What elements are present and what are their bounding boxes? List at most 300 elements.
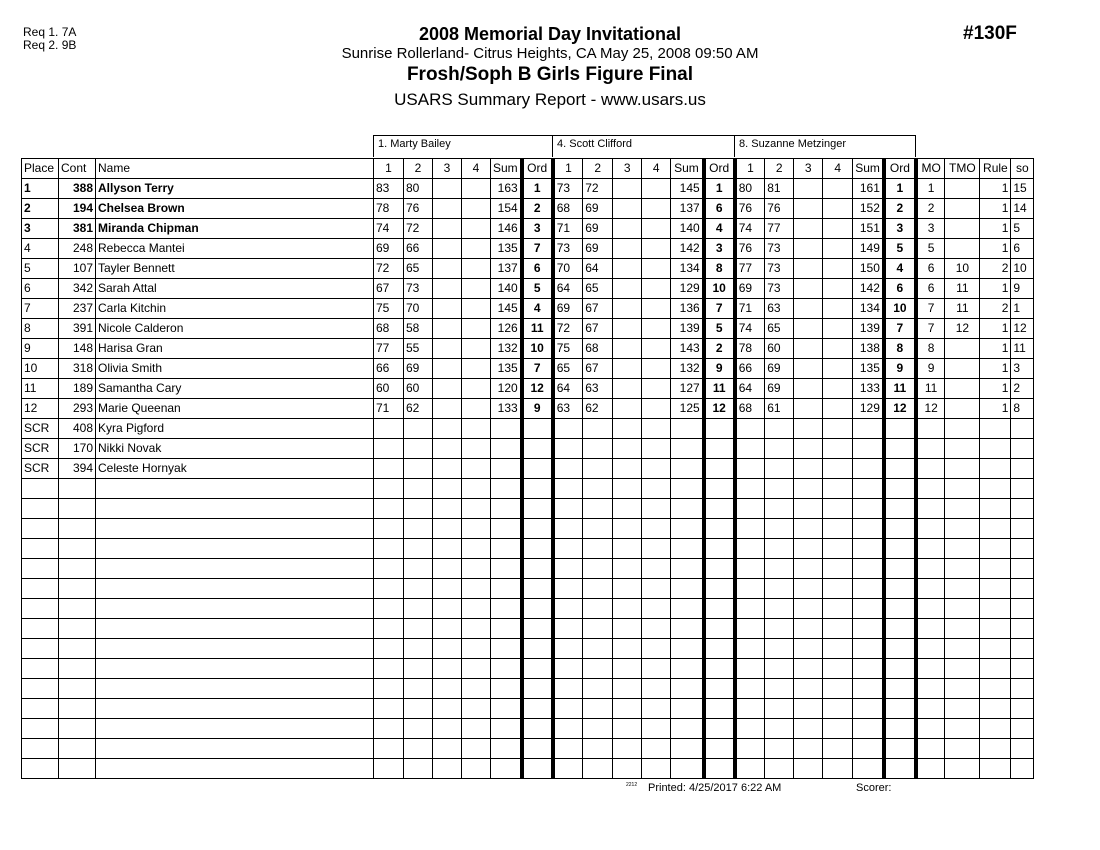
blank-row [22, 659, 1034, 679]
empty-cell [553, 619, 583, 639]
empty-cell [884, 639, 916, 659]
tmo-cell [945, 199, 980, 219]
judge-ordinal-cell: 7 [522, 359, 553, 379]
empty-cell [553, 659, 583, 679]
so-cell: 5 [1011, 219, 1034, 239]
judge-sum-cell [491, 439, 522, 459]
majority-cell: 6 [916, 259, 945, 279]
judge-score-cell: 69 [583, 219, 613, 239]
name-cell: Nicole Calderon [96, 319, 374, 339]
judge-sum-cell: 129 [671, 279, 704, 299]
empty-cell [765, 719, 794, 739]
judge-score-cell: 76 [735, 239, 765, 259]
judge-score-cell [404, 459, 433, 479]
empty-cell [553, 719, 583, 739]
empty-cell [96, 719, 374, 739]
judge-score-cell: 69 [735, 279, 765, 299]
empty-cell [642, 559, 671, 579]
empty-cell [96, 579, 374, 599]
empty-cell [522, 759, 553, 779]
contestant-number-cell: 388 [59, 179, 96, 199]
judge-score-cell: 65 [553, 359, 583, 379]
majority-cell: 1 [916, 179, 945, 199]
empty-cell [96, 659, 374, 679]
name-cell: Marie Queenan [96, 399, 374, 419]
place-cell: 6 [22, 279, 59, 299]
empty-cell [884, 479, 916, 499]
majority-cell: 3 [916, 219, 945, 239]
empty-cell [916, 599, 945, 619]
table-row [22, 399, 1034, 419]
majority-cell: 7 [916, 299, 945, 319]
judge-ordinal-cell: 1 [884, 179, 916, 199]
place-cell: 3 [22, 219, 59, 239]
judge-score-cell [794, 439, 823, 459]
empty-cell [735, 619, 765, 639]
judge-ordinal-cell: 4 [884, 259, 916, 279]
empty-cell [853, 679, 884, 699]
judge-ordinal-cell: 8 [884, 339, 916, 359]
empty-cell [491, 639, 522, 659]
judge-sum-cell: 133 [491, 399, 522, 419]
judge-score-cell: 61 [765, 399, 794, 419]
judge-score-cell [433, 199, 462, 219]
empty-cell [704, 579, 735, 599]
judge-ordinal-cell: 12 [522, 379, 553, 399]
column-header: so [1011, 159, 1034, 179]
empty-cell [583, 699, 613, 719]
empty-cell [522, 659, 553, 679]
empty-cell [642, 679, 671, 699]
empty-cell [916, 659, 945, 679]
rule-cell: 1 [980, 239, 1011, 259]
column-header: 3 [433, 159, 462, 179]
judge-2-name: 4. Scott Clifford [552, 135, 735, 157]
empty-cell [462, 659, 491, 679]
empty-cell [765, 599, 794, 619]
empty-cell [980, 559, 1011, 579]
judge-score-cell [553, 439, 583, 459]
empty-cell [735, 699, 765, 719]
judge-score-cell [433, 379, 462, 399]
empty-cell [794, 739, 823, 759]
empty-cell [22, 719, 59, 739]
empty-cell [374, 759, 404, 779]
empty-cell [671, 719, 704, 739]
judge-ordinal-cell: 9 [884, 359, 916, 379]
judge-ordinal-cell: 11 [522, 319, 553, 339]
rule-cell [980, 419, 1011, 439]
empty-cell [765, 759, 794, 779]
judge-score-cell: 66 [735, 359, 765, 379]
empty-cell [853, 559, 884, 579]
blank-row [22, 599, 1034, 619]
empty-cell [22, 619, 59, 639]
empty-cell [613, 679, 642, 699]
empty-cell [522, 619, 553, 639]
empty-cell [916, 479, 945, 499]
column-header: Name [96, 159, 374, 179]
empty-cell [823, 719, 853, 739]
judge-score-cell [583, 419, 613, 439]
empty-cell [853, 699, 884, 719]
empty-cell [553, 519, 583, 539]
empty-cell [96, 559, 374, 579]
empty-cell [794, 579, 823, 599]
judge-sum-cell [853, 439, 884, 459]
empty-cell [916, 619, 945, 639]
empty-cell [553, 559, 583, 579]
empty-cell [613, 599, 642, 619]
judge-score-cell [642, 359, 671, 379]
empty-cell [1011, 719, 1034, 739]
empty-cell [433, 639, 462, 659]
judge-sum-cell: 136 [671, 299, 704, 319]
judge-score-cell [794, 299, 823, 319]
empty-cell [980, 579, 1011, 599]
column-header: 4 [462, 159, 491, 179]
empty-cell [22, 599, 59, 619]
judge-sum-cell [671, 439, 704, 459]
judge-score-cell [433, 459, 462, 479]
judge-score-cell [794, 199, 823, 219]
empty-cell [853, 579, 884, 599]
empty-cell [433, 619, 462, 639]
judge-sum-cell: 137 [671, 199, 704, 219]
empty-cell [59, 639, 96, 659]
judge-score-cell: 55 [404, 339, 433, 359]
empty-cell [823, 699, 853, 719]
rule-cell: 2 [980, 299, 1011, 319]
judge-score-cell [642, 219, 671, 239]
event-title: Frosh/Soph B Girls Figure Final [406, 64, 694, 85]
judge-score-cell [794, 279, 823, 299]
empty-cell [583, 499, 613, 519]
empty-cell [553, 639, 583, 659]
judge-score-cell: 73 [404, 279, 433, 299]
empty-cell [884, 679, 916, 699]
place-cell: SCR [22, 419, 59, 439]
judge-score-cell: 83 [374, 179, 404, 199]
tmo-cell [945, 459, 980, 479]
empty-cell [765, 679, 794, 699]
judge-score-cell [613, 419, 642, 439]
judge-ordinal-cell: 5 [522, 279, 553, 299]
judge-sum-cell [671, 459, 704, 479]
empty-cell [735, 539, 765, 559]
empty-cell [884, 739, 916, 759]
judge-sum-cell: 146 [491, 219, 522, 239]
judge-ordinal-cell [884, 419, 916, 439]
empty-cell [553, 599, 583, 619]
empty-cell [22, 499, 59, 519]
judge-score-cell [433, 279, 462, 299]
empty-cell [491, 499, 522, 519]
empty-cell [642, 699, 671, 719]
judge-score-cell: 73 [553, 179, 583, 199]
judge-score-cell [765, 439, 794, 459]
judge-sum-cell [491, 419, 522, 439]
empty-cell [522, 519, 553, 539]
so-cell: 3 [1011, 359, 1034, 379]
column-header: TMO [945, 159, 980, 179]
judge-ordinal-cell: 3 [884, 219, 916, 239]
contestant-number-cell: 107 [59, 259, 96, 279]
judge-ordinal-cell: 5 [704, 319, 735, 339]
so-cell: 10 [1011, 259, 1034, 279]
name-cell: Sarah Attal [96, 279, 374, 299]
empty-cell [583, 619, 613, 639]
empty-cell [980, 599, 1011, 619]
empty-cell [916, 759, 945, 779]
column-header: Ord [522, 159, 553, 179]
majority-cell: 7 [916, 319, 945, 339]
judge-score-cell: 69 [553, 299, 583, 319]
judge-score-cell: 80 [735, 179, 765, 199]
majority-cell [916, 439, 945, 459]
rule-cell [980, 439, 1011, 459]
empty-cell [491, 739, 522, 759]
judge-ordinal-cell: 10 [522, 339, 553, 359]
empty-cell [945, 559, 980, 579]
judge-sum-cell: 140 [671, 219, 704, 239]
place-cell: 9 [22, 339, 59, 359]
judge-score-cell [642, 439, 671, 459]
empty-cell [884, 559, 916, 579]
majority-cell [916, 419, 945, 439]
judge-score-cell [613, 399, 642, 419]
judge-score-cell: 74 [735, 219, 765, 239]
empty-cell [980, 699, 1011, 719]
empty-cell [823, 739, 853, 759]
judge-score-cell: 76 [404, 199, 433, 219]
empty-cell [433, 599, 462, 619]
empty-cell [794, 639, 823, 659]
name-cell: Tayler Bennett [96, 259, 374, 279]
judge-score-cell: 74 [374, 219, 404, 239]
judge-score-cell: 64 [735, 379, 765, 399]
empty-cell [1011, 599, 1034, 619]
empty-cell [583, 579, 613, 599]
empty-cell [735, 659, 765, 679]
empty-cell [22, 579, 59, 599]
empty-cell [765, 539, 794, 559]
judge-score-cell: 73 [765, 279, 794, 299]
empty-cell [583, 739, 613, 759]
judge-score-cell [823, 419, 853, 439]
empty-cell [433, 499, 462, 519]
empty-cell [22, 519, 59, 539]
judge-score-cell [613, 199, 642, 219]
requirement-1: Req 1. 7A [23, 25, 77, 39]
judge-3-name: 8. Suzanne Metzinger [734, 135, 916, 157]
so-cell: 6 [1011, 239, 1034, 259]
place-cell: 5 [22, 259, 59, 279]
judge-score-cell: 68 [553, 199, 583, 219]
column-header: 1 [374, 159, 404, 179]
judge-sum-cell [491, 459, 522, 479]
empty-cell [642, 599, 671, 619]
judge-ordinal-cell [704, 419, 735, 439]
empty-cell [853, 519, 884, 539]
empty-cell [704, 479, 735, 499]
table-row [22, 319, 1034, 339]
column-header: Place [22, 159, 59, 179]
empty-cell [583, 659, 613, 679]
judge-sum-cell: 161 [853, 179, 884, 199]
empty-cell [980, 759, 1011, 779]
blank-row [22, 499, 1034, 519]
empty-cell [613, 479, 642, 499]
majority-cell: 9 [916, 359, 945, 379]
empty-cell [916, 559, 945, 579]
empty-cell [853, 759, 884, 779]
empty-cell [794, 679, 823, 699]
judge-ordinal-cell: 9 [704, 359, 735, 379]
empty-cell [765, 639, 794, 659]
empty-cell [765, 579, 794, 599]
empty-cell [433, 759, 462, 779]
empty-cell [853, 539, 884, 559]
judge-sum-cell: 139 [671, 319, 704, 339]
judge-score-cell: 75 [374, 299, 404, 319]
judge-score-cell [462, 219, 491, 239]
blank-row [22, 759, 1034, 779]
judge-score-cell [462, 259, 491, 279]
empty-cell [765, 499, 794, 519]
so-cell: 12 [1011, 319, 1034, 339]
place-cell: 4 [22, 239, 59, 259]
judge-score-cell: 65 [765, 319, 794, 339]
column-header: Cont [59, 159, 96, 179]
empty-cell [916, 579, 945, 599]
judge-sum-cell: 132 [671, 359, 704, 379]
empty-cell [404, 619, 433, 639]
so-cell: 1 [1011, 299, 1034, 319]
judge-sum-cell: 152 [853, 199, 884, 219]
judge-score-cell: 71 [735, 299, 765, 319]
empty-cell [59, 499, 96, 519]
judge-score-cell [462, 319, 491, 339]
empty-cell [765, 519, 794, 539]
majority-cell: 11 [916, 379, 945, 399]
judge-score-cell [794, 399, 823, 419]
empty-cell [22, 559, 59, 579]
empty-cell [884, 619, 916, 639]
empty-cell [853, 719, 884, 739]
empty-cell [404, 579, 433, 599]
judge-score-cell: 71 [374, 399, 404, 419]
empty-cell [404, 499, 433, 519]
judge-ordinal-cell: 6 [884, 279, 916, 299]
judge-sum-cell: 135 [491, 359, 522, 379]
empty-cell [704, 619, 735, 639]
empty-cell [96, 699, 374, 719]
empty-cell [462, 539, 491, 559]
empty-cell [433, 519, 462, 539]
empty-cell [583, 539, 613, 559]
empty-cell [374, 619, 404, 639]
empty-cell [884, 759, 916, 779]
empty-cell [642, 539, 671, 559]
judge-score-cell [433, 399, 462, 419]
judge-sum-cell: 149 [853, 239, 884, 259]
empty-cell [671, 519, 704, 539]
empty-cell [583, 679, 613, 699]
empty-cell [735, 759, 765, 779]
empty-cell [980, 519, 1011, 539]
table-row [22, 199, 1034, 219]
contestant-number-cell: 342 [59, 279, 96, 299]
judge-score-cell [642, 459, 671, 479]
judge-score-cell [462, 279, 491, 299]
judge-score-cell: 66 [374, 359, 404, 379]
empty-cell [462, 579, 491, 599]
empty-cell [462, 739, 491, 759]
judge-score-cell [553, 459, 583, 479]
judge-sum-cell: 125 [671, 399, 704, 419]
judge-ordinal-cell: 8 [704, 259, 735, 279]
name-cell: Nikki Novak [96, 439, 374, 459]
empty-cell [522, 539, 553, 559]
judge-score-cell: 77 [765, 219, 794, 239]
empty-cell [735, 479, 765, 499]
judge-score-cell: 69 [765, 379, 794, 399]
table-row [22, 359, 1034, 379]
judge-ordinal-cell: 2 [522, 199, 553, 219]
empty-cell [462, 599, 491, 619]
empty-cell [22, 659, 59, 679]
contestant-number-cell: 194 [59, 199, 96, 219]
name-cell: Allyson Terry [96, 179, 374, 199]
name-cell: Olivia Smith [96, 359, 374, 379]
empty-cell [491, 659, 522, 679]
judge-score-cell [433, 339, 462, 359]
empty-cell [404, 559, 433, 579]
judge-score-cell: 64 [583, 259, 613, 279]
judge-sum-cell: 120 [491, 379, 522, 399]
empty-cell [374, 579, 404, 599]
empty-cell [491, 519, 522, 539]
empty-cell [735, 719, 765, 739]
rule-cell: 1 [980, 399, 1011, 419]
judge-score-cell [823, 319, 853, 339]
rule-cell: 1 [980, 359, 1011, 379]
judge-score-cell: 70 [553, 259, 583, 279]
judge-score-cell [404, 419, 433, 439]
empty-cell [96, 519, 374, 539]
empty-cell [374, 499, 404, 519]
empty-cell [404, 539, 433, 559]
empty-cell [22, 539, 59, 559]
empty-cell [22, 759, 59, 779]
judge-ordinal-cell: 6 [704, 199, 735, 219]
rule-cell: 1 [980, 279, 1011, 299]
judge-ordinal-cell: 2 [884, 199, 916, 219]
judge-score-cell [433, 359, 462, 379]
judge-score-cell [642, 259, 671, 279]
judge-score-cell: 62 [404, 399, 433, 419]
judge-ordinal-cell [522, 459, 553, 479]
judge-score-cell: 67 [583, 359, 613, 379]
empty-cell [884, 599, 916, 619]
empty-cell [823, 579, 853, 599]
empty-cell [735, 639, 765, 659]
place-cell: SCR [22, 439, 59, 459]
empty-cell [22, 639, 59, 659]
judge-score-cell [613, 459, 642, 479]
empty-cell [704, 719, 735, 739]
